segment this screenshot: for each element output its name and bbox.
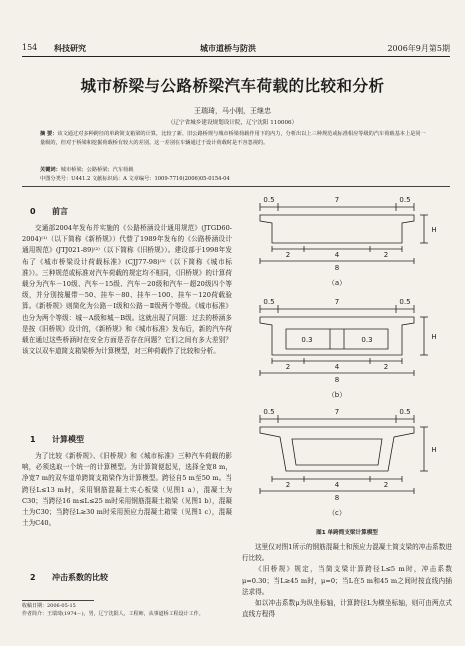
section-body-0 xyxy=(22,223,232,357)
dim-label: 2 xyxy=(383,481,389,489)
article-authors: 王瑞琦，马小刚，王继忠 xyxy=(194,107,271,115)
figure-caption: 图1 单跨简支梁计算模型 xyxy=(316,530,378,536)
panel-label: （a） xyxy=(327,279,347,287)
article-title: 城市桥梁与公路桥梁汽车荷载的比较和分析 xyxy=(80,77,385,95)
section-heading-2: 2 冲击系数的比较 xyxy=(30,573,108,582)
dim-label: 2 xyxy=(383,363,389,371)
dim-label: 8 xyxy=(334,264,340,272)
paragraph: 《旧桥规》规定，当简支梁计算跨径L≤5 m时，冲击系数μ=0.30；当L≥45 m时，μ=0；当L在5 m和45 m之间时按直线内插法求得。 xyxy=(242,565,452,596)
panel-label: （c） xyxy=(328,509,346,517)
header-divider xyxy=(22,186,450,187)
dim-label: 0.5 xyxy=(399,408,411,416)
dim-label: 4 xyxy=(334,251,340,259)
right-column-text xyxy=(242,542,452,620)
dim-label: 2 xyxy=(285,481,291,489)
classification-line: 中图分类号：U441.2 文献标识码：A 文章编号：1009-7716(2006)05-0154-04 xyxy=(40,176,230,182)
section-body-1 xyxy=(22,451,232,529)
paragraph: 这里仅对图1所示的钢筋混凝土和预应力混凝土简支梁的冲击系数进行比较。 xyxy=(242,543,452,563)
article-affiliation: （辽宁省城乡建设规划设计院，辽宁沈阳 110006） xyxy=(167,120,298,126)
received-date: 收稿日期：2006-05-15 xyxy=(22,603,76,609)
dim-label: 2 xyxy=(285,251,291,259)
keywords xyxy=(40,166,133,173)
dim-label: H xyxy=(431,446,437,454)
journal-name: 科技研究 xyxy=(54,43,86,53)
abstract-text: 该文通过对多种跨径的单跨简支箱梁的计算，比较了新、旧公路桥规与城市桥梁荷载作用下的内力，分析出以上三种规范或标准相应等级的汽车荷载基本上是同一量级的，但对于桥梁和挖掘荷载桥有较大的差别。这一差别在车辆通过于设计荷载时是不容忽视的。 xyxy=(40,131,426,146)
dim-label: 8 xyxy=(334,376,340,384)
panel-label: （b） xyxy=(327,391,347,399)
paragraph: 如以冲击系数μ为纵坐标轴，计算跨径L为横坐标轴，则可由两点式直线方程得 xyxy=(242,599,452,619)
section-heading-1: 1 计算模型 xyxy=(30,435,84,444)
dim-label: 8 xyxy=(334,494,340,502)
cross-section-diagram xyxy=(242,193,452,525)
issue-label: 2006年9月第5期 xyxy=(387,44,450,53)
dim-label: 0.3 xyxy=(301,336,313,344)
author-bio: 作者简介：王瑞琦(1974－)，男，辽宁沈阳人，工程师，从事道桥工程设计工作。 xyxy=(22,611,204,617)
abstract-label: 摘 要： xyxy=(40,131,58,137)
figure-cross-sections xyxy=(242,193,452,525)
dim-label: 0.5 xyxy=(399,196,411,204)
dim-label: 2 xyxy=(383,251,389,259)
dim-label: 0.3 xyxy=(361,336,373,344)
footnote xyxy=(22,602,232,618)
footnote-rule xyxy=(22,600,94,601)
dim-label: 0.5 xyxy=(263,196,275,204)
paragraph: 交通部2004年发布并实施的《公路桥涵设计通用规范》(JTGD60-2004)⁽¹⁾（以下简称《新桥规》）代替了1989年发布的《公路桥涵设计通用规范》(JTJ021-89)⁽²⁾（以下简称《旧桥规》）。建设部于1998年发布了《城市桥梁设计荷载标准》(CJJ77-98)⁽³⁾（以下简称《城市标准》）。三种规范或标准对汽车荷载的规定均不相同，《旧桥规》的计算荷载分为汽车－10级、汽车－15级、汽车－20级和汽车－超20级四个等级，并分别按履带－50、挂车－80、挂车－100、挂车－120荷载验算。《新桥规》则简化为公路－Ⅰ级和公路－Ⅱ级两个等级。《城市标准》也分为两个等级：城－A级和城－B级。这就出现了问题：过去的桥涵多是按《旧桥规》设计的，《新桥规》和《城市标准》发布后，新的汽车荷载在通过这些桥涵时在安全方面是否存在问题？它们之间有多大差别？该文以双车道简支箱梁桥为计算模型，对三种荷载作了比较和分析。 xyxy=(22,224,232,356)
dim-label: H xyxy=(431,333,437,341)
page-number: 154 xyxy=(22,43,38,52)
dim-label: 4 xyxy=(334,481,340,489)
dim-label: 0.5 xyxy=(263,298,275,306)
keywords-label: 关键词： xyxy=(40,167,61,173)
dim-label: 2 xyxy=(285,363,291,371)
dim-label: 4 xyxy=(334,363,340,371)
dim-label: 7 xyxy=(334,408,340,416)
dim-label: 0.5 xyxy=(263,408,275,416)
paragraph: 为了比较《新桥规》、《旧桥规》和《城市标准》三种汽车荷载的影响，必须选取一个统一的计算模型。为计算简便起见，选择全宽8 m，净宽7 m的双车道单跨简支箱梁作为计算模型。跨径自5 m至50 m。当跨径L≤13 m时，采用钢筋混凝土实心板梁（见图1 a），混凝土为C30；当跨径16 m≤L≤25 m时采用钢筋混凝土箱梁（见图1 b），混凝土为C30；当跨径L≥30 m时采用预应力混凝土箱梁（见图1 c），混凝土为C40。 xyxy=(22,452,232,528)
dim-label: 7 xyxy=(334,196,340,204)
dim-label: H xyxy=(431,226,437,234)
dim-label: 0.5 xyxy=(399,298,411,306)
abstract xyxy=(40,130,428,148)
keywords-text: 城市桥梁；公路桥梁；汽车荷载 xyxy=(60,167,134,173)
section-heading-0: 0 前言 xyxy=(30,207,68,216)
running-header xyxy=(22,42,450,57)
journal-column: 城市道桥与防洪 xyxy=(200,43,256,53)
dim-label: 7 xyxy=(334,298,340,306)
